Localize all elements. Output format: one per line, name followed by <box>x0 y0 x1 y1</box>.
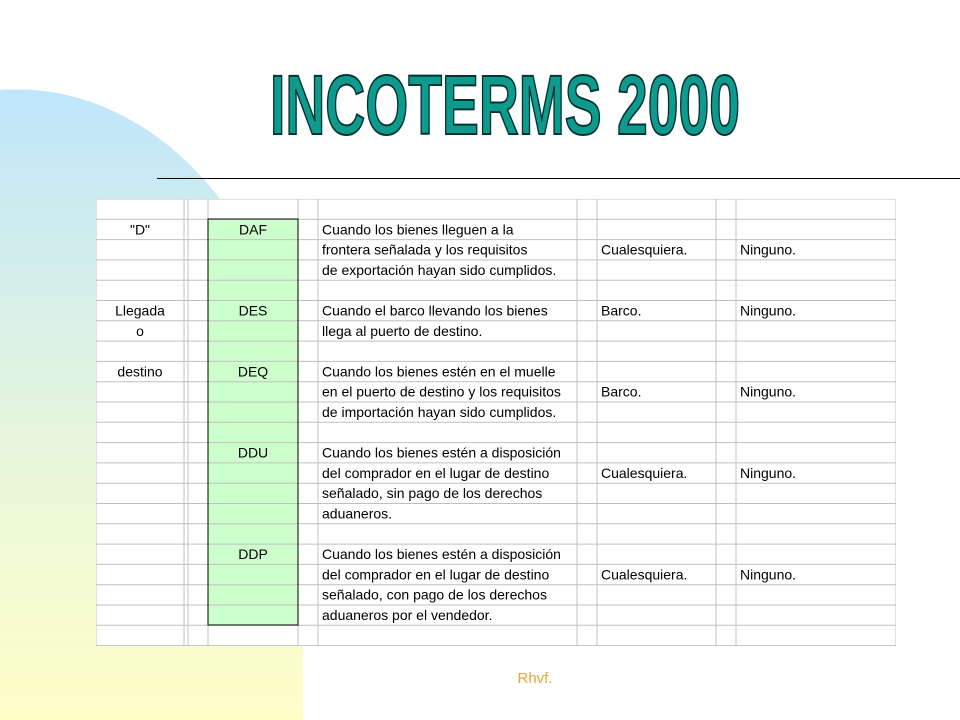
sheet-cell-text: destino <box>117 363 163 380</box>
sheet-cell-text: Cualesquiera. <box>601 566 688 583</box>
incoterms-spreadsheet <box>96 199 896 646</box>
sheet-cell-text: "D" <box>129 221 151 238</box>
footer-author: Rhvf. <box>517 670 553 687</box>
sheet-cell-text: Cuando los bienes estén a disposición <box>322 444 561 461</box>
sheet-cell-text: Cuando los bienes lleguen a la <box>322 221 514 238</box>
sheet-cell-text: Llegada <box>115 302 165 319</box>
sheet-cell-text: del comprador en el lugar de destino <box>322 566 550 583</box>
sheet-cell-text: Ninguno. <box>740 383 797 400</box>
sheet-cell-text: llega al puerto de destino. <box>322 322 483 339</box>
sheet-cell-text: DDU <box>237 444 269 461</box>
sheet-cell-text: aduaneros. <box>322 505 393 522</box>
sheet-cell-text: Ninguno. <box>740 464 797 481</box>
sheet-cell-text: de exportación hayan sido cumplidos. <box>322 261 557 278</box>
slide-title-text: INCOTERMS 2000 <box>270 58 740 152</box>
sheet-cell-text: señalado, con pago de los derechos <box>322 586 547 603</box>
sheet-cell-text: Cuando el barco llevando los bienes <box>322 302 548 319</box>
sheet-cell-text: Ninguno. <box>740 566 797 583</box>
sheet-cell-text: del comprador en el lugar de destino <box>322 464 550 481</box>
sheet-cell-text: de importación hayan sido cumplidos. <box>322 404 557 420</box>
sheet-cell-text: Barco. <box>601 383 642 400</box>
sheet-cell-text: Cuando los bienes estén en el muelle <box>322 363 556 380</box>
sheet-cell-text: en el puerto de destino y los requisitos <box>322 383 561 400</box>
sheet-cell-text: Ninguno. <box>740 302 797 319</box>
title-divider <box>157 178 960 179</box>
sheet-cell-text: señalado, sin pago de los derechos <box>322 485 543 502</box>
sheet-cell-text: Cualesquiera. <box>601 241 688 258</box>
sheet-cell-text: Cualesquiera. <box>601 464 688 481</box>
sheet-cell-text: aduaneros por el vendedor. <box>322 607 493 623</box>
sheet-cell-text: Cuando los bienes estén a disposición <box>322 546 561 563</box>
sheet-cell-text: DDP <box>238 546 268 563</box>
sheet-cell-text: Ninguno. <box>740 241 797 258</box>
sheet-cell-text: DES <box>238 302 268 319</box>
sheet-cell-text: o <box>136 322 144 339</box>
sheet-cell-text: DAF <box>239 221 267 238</box>
sheet-cell-text: DEQ <box>237 363 269 380</box>
sheet-cell-text: Barco. <box>601 302 642 319</box>
sheet-cell-text: frontera señalada y los requisitos <box>322 241 528 258</box>
slide-title <box>160 58 850 152</box>
